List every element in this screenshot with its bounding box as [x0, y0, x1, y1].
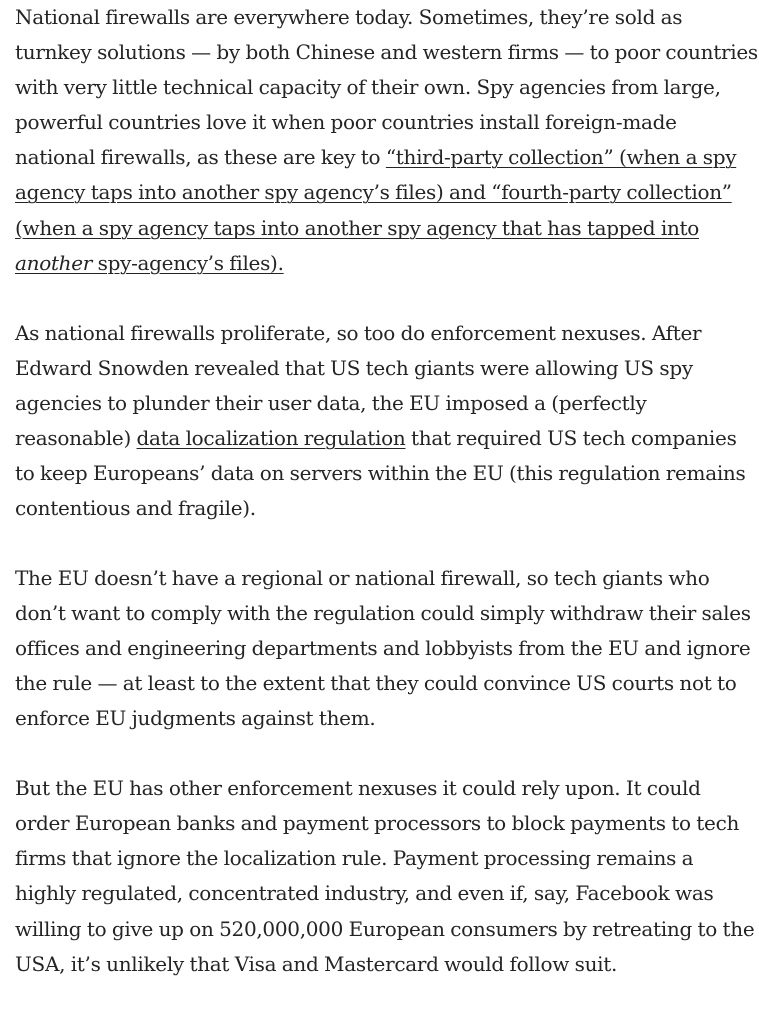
paragraph-eu-firewall: The EU doesn’t have a regional or national firewall, so tech giants who don’t want to comply with the regulation could simply withdraw their sales offices and engineering departments and lobbyists from the EU and ignore the rule — at least to the extent that they could convince US courts not to enforce EU judgments against them.	[15, 565, 751, 731]
link-text: “third-party collection” (when a spy agency taps into another spy agency’s files) and “fourth-party collection” (when a spy agency taps into another spy agency that has tapped into	[15, 145, 737, 240]
paragraph-text: National firewalls are everywhere today. Sometimes, they’re sold as turnkey solutions — by both Chinese and western firms — to poor countries with very little technical capacity of their own. Spy agencies from large, powerful countries love it when poor countries install foreign-made national firewalls, as these are key to	[15, 5, 758, 170]
article-body	[15, 0, 759, 1017]
link-emphasis: another	[15, 250, 93, 275]
paragraph-text-end: that required US tech companies to keep Europeans’ data on servers within the EU (this regulation remains contentious and fragile).	[15, 425, 746, 521]
paragraph-national-firewalls	[15, 0, 759, 281]
paragraph-enforcement-nexuses	[15, 316, 759, 527]
paragraph-payment-processors: But the EU has other enforcement nexuses it could rely upon. It could order European banks and payment processors to block payments to tech firms that ignore the localization rule. Payment processing remains a highly regulated, concentrated industry, and even if, say, Facebook was willing to give up on 520,000,000 European consumers by retreating to the USA, it’s unlikely that Visa and Mastercard would follow suit.	[15, 776, 755, 976]
data-localization-regulation-link[interactable]: data localization regulation	[136, 425, 406, 450]
paragraph-text: As national firewalls proliferate, so too do enforcement nexuses. After Edward Snowden revealed that US tech giants were allowing US spy agencies to plunder their user data, the EU imposed a (perfectly reasonable)	[15, 320, 702, 450]
link-text-end: spy-agency’s files).	[92, 250, 284, 275]
